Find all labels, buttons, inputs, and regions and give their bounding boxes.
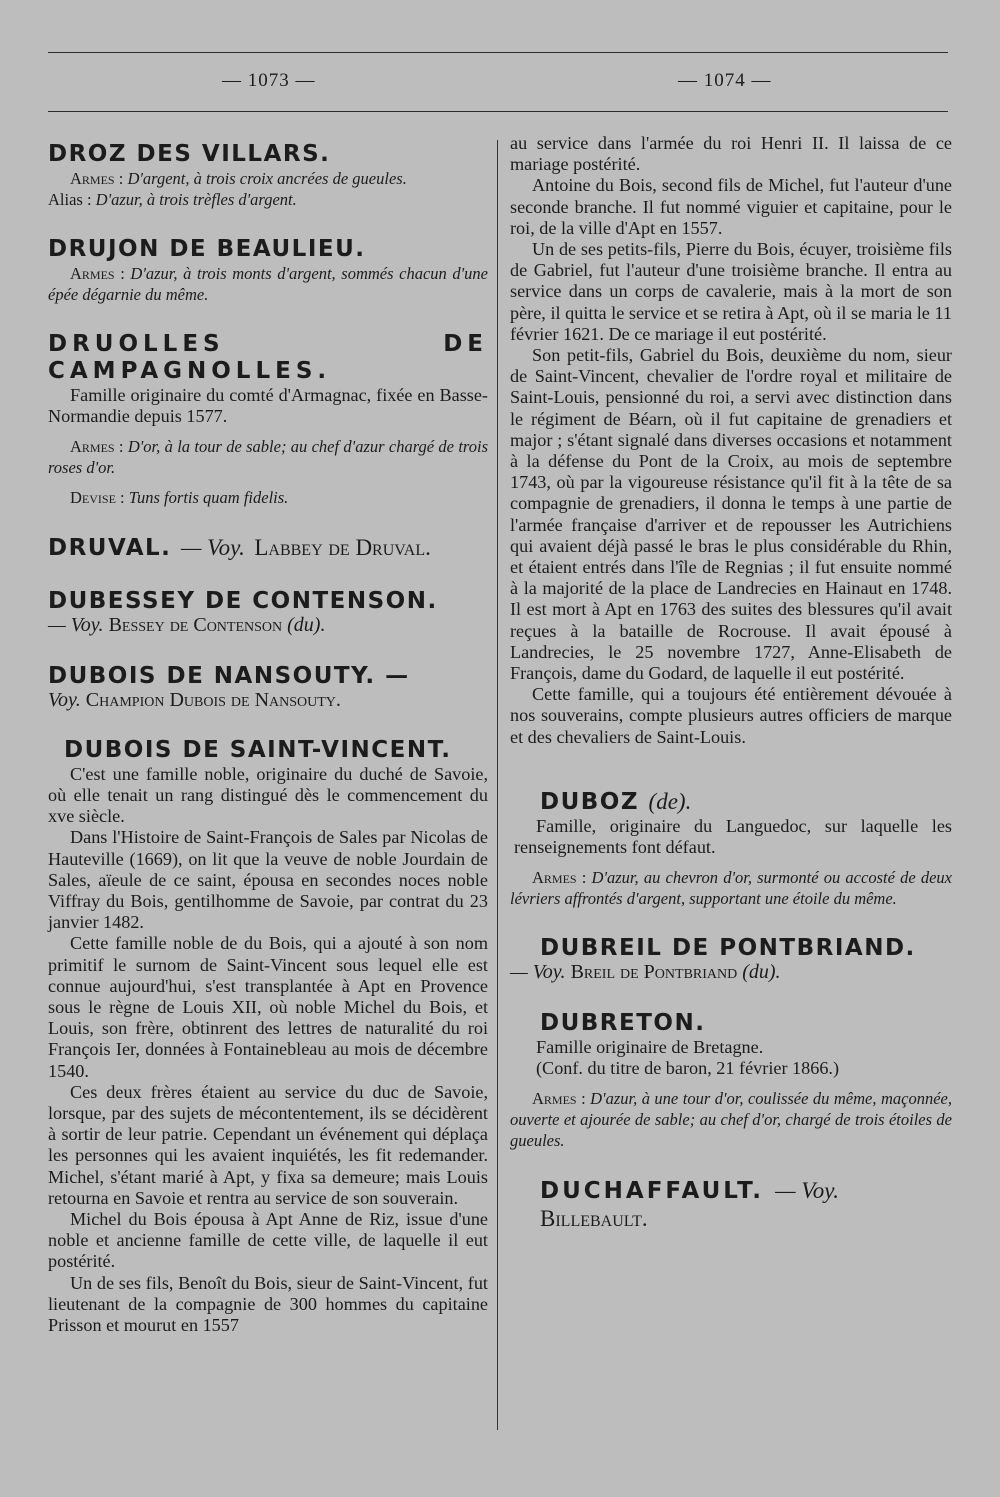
column-divider (497, 140, 498, 1430)
entry-title-dubreil: DUBREIL DE PONTBRIAND. (540, 935, 916, 962)
arms-druolles: Armes : D'or, à la tour de sable; au chef d'azur chargé de trois roses d'or. (48, 437, 488, 478)
left-column (48, 132, 488, 1336)
arms-drujon: Armes : D'azur, à trois monts d'argent, sommés chacun d'une épée dégarnie du même. (48, 264, 488, 304)
entry-title-druolles: DRUOLLES DE CAMPAGNOLLES. (48, 331, 488, 384)
entry-title-drujon: DRUJON DE BEAULIEU. (48, 236, 366, 262)
entry-title-dubois-nansouty: DUBOIS DE NANSOUTY. — (48, 662, 410, 689)
text-dubois-p2: Dans l'Histoire de Saint-François de Sales par Nicolas de Hauteville (1669), on lit que la veuve de noble Jourdain de Sales, aïeule de ce saint, épousa en secondes noces noble Viffray du Bois, gentilhomme de Savoie, par contrat du 23 janvier 1482. (48, 827, 488, 933)
header-rule (48, 111, 948, 112)
ref-dubreil: — Voy. Breil de Pontbriand (du). (510, 961, 781, 984)
text-cont-2: Antoine du Bois, second fils de Michel, fut l'auteur d'une seconde branche. Il fut nommé viguier et capitaine, pour le roi, de la ville d'Apt en 1557. (510, 175, 952, 238)
entry-title-dubreton: DUBRETON. (540, 1009, 706, 1036)
entry-title-dubessey: DUBESSEY DE CONTENSON. (48, 588, 438, 615)
arms-dubreton: Armes : D'azur, à une tour d'or, coulissée du même, maçonnée, ouverte et ajourée de sable; au chef d'or, chargé de trois étoiles de gueules. (510, 1088, 952, 1150)
text-dubois-p6: Un de ses fils, Benoît du Bois, sieur de Saint-Vincent, fut lieutenant de la compagnie de 300 hommes du capitaine Prisson et mourut en 1557 (48, 1272, 488, 1336)
arms-duboz: Armes : D'azur, au chevron d'or, surmonté ou accosté de deux lévriers affrontés d'argent, supportant une étoile du même. (510, 868, 952, 909)
text-cont-5: Cette famille, qui a toujours été entièrement dévouée à nos souverains, compte plusieurs autres officiers de marque et des chevaliers de Saint-Louis. (510, 684, 952, 747)
text-dubois-p3: Cette famille noble de du Bois, qui a ajouté à son nom primitif le surnom de Saint-Vincent sous lequel elle est connue aujourd'hui, s'est transplantée à Apt en Provence sous le règne de Louis XII, où noble Michel du Bois, et Louis, son frère, obtinrent des lettres de naturalité du roi François Ier, données à Fontainebleau au mois de décembre 1540. (48, 933, 488, 1081)
ref-dubois-nansouty: Voy. Champion Dubois de Nansouty. (48, 688, 341, 711)
text-cont-1: au service dans l'armée du roi Henri II. Il laissa de ce mariage postérité. (510, 133, 952, 175)
page-number-left: — 1073 — (222, 70, 316, 91)
page-number-right: — 1074 — (678, 70, 772, 91)
text-duboz: Famille, originaire du Languedoc, sur laquelle les renseignements font défaut. (514, 815, 952, 858)
ref-dubessey: — Voy. Bessey de Contenson (du). (48, 614, 326, 637)
text-cont-4: Son petit-fils, Gabriel du Bois, deuxième du nom, sieur de Saint-Vincent, chevalier de l'ordre royal et militaire de Saint-Louis, pensionné du roi, a servi avec distinction dans le régiment de Béarn, où il fut capitaine de grenadiers et major ; s'étant signalé dans diverses occasions et notamment à la défense du Pont de la Croix, au mois de septembre 1743, où par la vigoureuse résistance qu'il fit à la tête de sa compagnie de grenadiers, il donna le temps à une partie de l'armée française d'arriver et de repousser les Autrichiens qui avaient déjà passé le bras le plus considérable du Rhin, et étaient entrés dans l'île de Regnias ; il fut ensuite nommé à la majorité de la place de Landrecies en Hainaut en 1748. Il est mort à Apt en 1763 des suites des blessures qu'il avait reçues à la bataille de Rocrouse. Il avait épousé à Landrecies, le 25 novembre 1727, Anne-Elisabeth de François, dame du Godard, de laquelle il eut postérité. (510, 345, 952, 684)
text-dubois-p4: Ces deux frères étaient au service du duc de Savoie, lorsque, par des sujets de mécontentement, ils se décidèrent à sortir de leur patrie. Cependant un événement qui déplaça les personnes qui les avaient inquiétés, les fit redemander. Michel, s'étant marié à Apt, y fixa sa demeure; mais Louis retourna en Savoie et rentra au service de son souverain. (48, 1081, 488, 1208)
devise-druolles: Devise : Tuns fortis quam fidelis. (70, 488, 289, 508)
arms-droz: Armes : D'argent, à trois croix ancrées de gueules. (70, 169, 407, 188)
text-dubois-p1: C'est une famille noble, originaire du duché de Savoie, où elle tenait un rang distingué dès le commencement du xve siècle. (48, 763, 488, 827)
entry-title-duchaffault: DUCHAFFAULT. — Voy. Billebault. (540, 1177, 839, 1231)
top-rule (48, 52, 948, 53)
text-dubois-p5: Michel du Bois épousa à Apt Anne de Riz, issue d'une noble et ancienne famille de cette ville, de laquelle il eut postérité. (48, 1209, 488, 1272)
alias-droz: Alias : D'azur, à trois trèfles d'argent. (48, 190, 297, 209)
entry-title-dubois-saint-vincent: DUBOIS DE SAINT-VINCENT. (64, 736, 452, 763)
entry-title-droz: DROZ DES VILLARS. (48, 141, 331, 167)
entry-title-druval: DRUVAL. — Voy. Labbey de Druval. (48, 535, 431, 562)
entry-title-duboz: DUBOZ (de). (540, 788, 692, 815)
right-column (510, 133, 952, 1233)
text-dubreton-2: (Conf. du titre de baron, 21 février 1866.) (536, 1057, 840, 1078)
text-dubreton-1: Famille originaire de Bretagne. (536, 1036, 764, 1057)
text-druolles: Famille originaire du comté d'Armagnac, fixée en Basse-Normandie depuis 1577. (48, 385, 488, 427)
text-cont-3: Un de ses petits-fils, Pierre du Bois, écuyer, troisième fils de Gabriel, fut l'auteur d'une troisième branche. Il entra au service dans un corps de cavalerie, mais à la mort de son père, il quitta le service et se retira à Apt, où il se maria le 11 février 1621. De ce mariage il eut postérité. (510, 239, 952, 344)
